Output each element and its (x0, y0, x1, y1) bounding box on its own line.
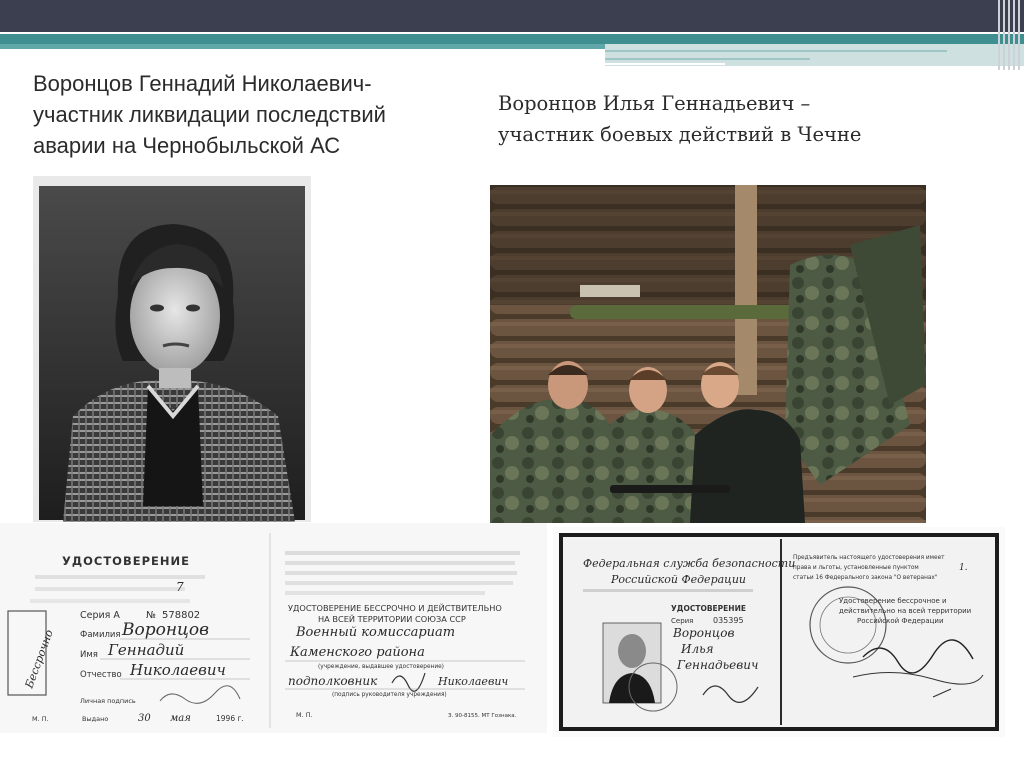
left-caption-line: аварии на Чернобыльской АС (33, 133, 341, 158)
cert-left-validity-line2: НА ВСЕЙ ТЕРРИТОРИИ СОЮЗА ССР (318, 614, 466, 624)
cert-left-issued-label: Выдано (82, 715, 109, 723)
portrait-photo (33, 176, 311, 522)
cert-left-stamp-text: Бессрочно (22, 627, 56, 691)
cert-left-issued-day: 30 (138, 713, 151, 724)
cert-left-number: 578802 (162, 610, 201, 621)
cert-left-name: Геннадий (108, 641, 185, 659)
cert-right-name: Илья (681, 642, 714, 656)
cert-left-print-info: З. 90-8155. МТ Гознака. (448, 713, 517, 719)
cert-left-surname-label: Фамилия (80, 630, 121, 640)
chernobyl-certificate (0, 523, 547, 733)
header-accent-panel (605, 44, 1024, 66)
veteran-certificate (553, 527, 1005, 737)
header-accent-stripe-secondary (0, 44, 605, 49)
corner-decoration (994, 0, 1024, 70)
left-caption-line: Воронцов Геннадий Николаевич- (33, 71, 372, 96)
cert-left-series-label: Серия А (80, 610, 120, 621)
header-rule (605, 50, 947, 52)
cert-left-issued-year: 1996 г. (216, 714, 244, 723)
right-caption (498, 88, 928, 150)
cert-right-series-label: Серия (671, 617, 694, 625)
cert-right-heading: УДОСТОВЕРЕНИЕ (671, 604, 746, 613)
cert-left-number-sign: № (146, 610, 156, 621)
cert-right-validity-line3: Российской Федерации (857, 617, 944, 625)
cert-left-district: Каменского района (290, 645, 425, 660)
cert-left-heading: УДОСТОВЕРЕНИЕ (62, 554, 190, 568)
cert-right-privilege-line3: статьи 16 Федерального закона "О ветеранах" (793, 575, 938, 581)
cert-right-number: 035395 (713, 616, 744, 625)
header-bar (0, 0, 1024, 32)
cert-right-agency-line2: Российской Федерации (611, 573, 747, 586)
cert-right-surname: Воронцов (673, 626, 735, 640)
left-caption-line: участник ликвидации последствий (33, 102, 386, 127)
cert-left-name-label: Имя (80, 650, 98, 660)
group-photo (490, 185, 926, 523)
cert-left-signature-label: Личная подпись (80, 697, 136, 705)
cert-left-patronymic: Николаевич (130, 661, 226, 679)
cert-left-stamp-label-right: М. П. (296, 711, 313, 719)
cert-left-issuer: Военный комиссариат (296, 625, 456, 640)
cert-right-agency-line1: Федеральная служба безопасности (583, 557, 796, 570)
right-caption-line: участник боевых действий в Чечне (498, 123, 862, 146)
cert-right-privilege-line1: Предъявитель настоящего удостоверения имеет (793, 555, 945, 561)
cert-left-stamp-label: М. П. (32, 715, 49, 723)
cert-left-validity-line1: УДОСТОВЕРЕНИЕ БЕССРОЧНО И ДЕЙСТВИТЕЛЬНО (288, 603, 502, 613)
cert-left-issued-month: мая (170, 713, 191, 724)
cert-right-privilege-line2: права и льготы, установленные пунктом (793, 565, 919, 571)
right-caption-line: Воронцов Илья Геннадьевич – (498, 92, 811, 115)
left-caption (33, 68, 463, 161)
cert-left-issuer-caption: (учреждение, выдавшее удостоверение) (318, 664, 444, 670)
cert-left-head-caption: (подпись руководителя учреждения) (332, 692, 447, 698)
cert-left-head-rank: подполковник (288, 674, 378, 688)
cert-left-surname: Воронцов (122, 620, 210, 640)
header-rule (605, 58, 810, 60)
cert-left-head-name: Николаевич (438, 675, 509, 688)
cert-left-patronymic-label: Отчество (80, 670, 122, 680)
cert-right-validity-line1: Удостоверение бессрочное и (839, 597, 947, 605)
cert-right-validity-line2: действительно на всей территории (839, 607, 972, 615)
header-accent-stripe (0, 34, 1024, 44)
header-rule (605, 63, 725, 65)
cert-right-patronymic: Геннадьевич (677, 658, 759, 672)
cert-left-number-digit: 7 (176, 580, 184, 594)
cert-right-privilege-item: 1. (959, 563, 968, 573)
